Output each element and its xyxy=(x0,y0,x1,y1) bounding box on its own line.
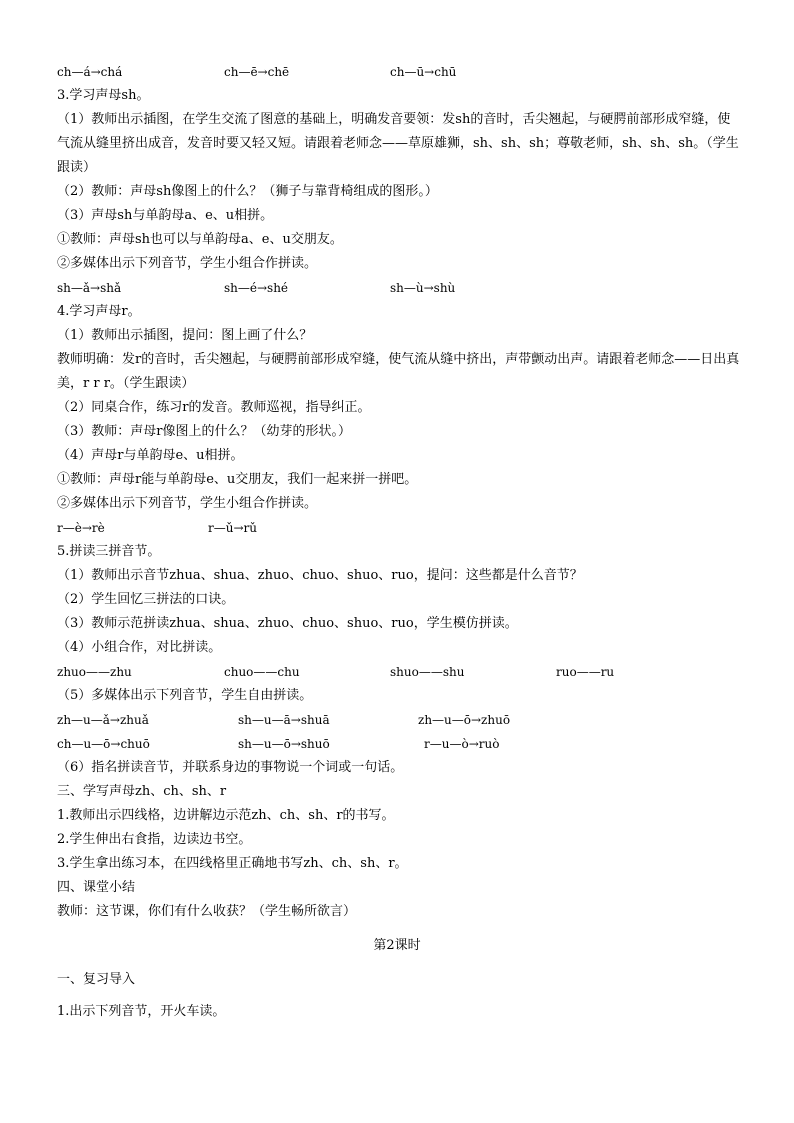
syllable: r—ǔ→rǔ xyxy=(208,521,257,535)
syllable: r—u—ò→ruò xyxy=(424,737,500,751)
syllable: zh—u—ō→zhuō xyxy=(418,713,511,727)
paragraph: ①教师：声母r能与单韵母e、u交朋友，我们一起来拼一拼吧。 xyxy=(57,472,418,487)
paragraph: （4）声母r与单韵母e、u相拼。 xyxy=(57,448,244,463)
paragraph: 3.学生拿出练习本，在四线格里正确地书写zh、ch、sh、r。 xyxy=(57,856,408,871)
syllable: r—è→rè xyxy=(57,521,105,535)
syllable: sh—u—ō→shuō xyxy=(238,737,330,751)
syllable: ch—á→chá xyxy=(57,65,123,79)
paragraph: ①教师：声母sh也可以与单韵母a、e、u交朋友。 xyxy=(57,232,343,247)
paragraph: 1.教师出示四线格，边讲解边示范zh、ch、sh、r的书写。 xyxy=(57,808,395,823)
paragraph: （3）声母sh与单韵母a、e、u相拼。 xyxy=(57,208,274,223)
paragraph: （2）教师：声母sh像图上的什么？（狮子与靠背椅组成的图形。） xyxy=(57,184,438,199)
paragraph: 教师：这节课，你们有什么收获？（学生畅所欲言） xyxy=(57,904,357,919)
paragraph: 2.学生伸出右食指，边读边书空。 xyxy=(57,832,252,847)
paragraph: （1）教师出示音节zhua、shua、zhuo、chuo、shuo、ruo，提问：这些都是什么音节？ xyxy=(57,568,583,583)
syllable: sh—u—ā→shuā xyxy=(238,713,330,727)
paragraph: 1.出示下列音节，开火车读。 xyxy=(57,1004,226,1019)
syllable: ch—u—ō→chuō xyxy=(57,737,150,751)
syllable: sh—ù→shù xyxy=(390,281,456,295)
syllable: ch—ē→chē xyxy=(224,65,290,79)
syllable: zhuo——zhu xyxy=(57,665,132,679)
paragraph: （4）小组合作，对比拼读。 xyxy=(57,640,222,655)
paragraph: ②多媒体出示下列音节，学生小组合作拼读。 xyxy=(57,256,318,271)
paragraph: ②多媒体出示下列音节，学生小组合作拼读。 xyxy=(57,496,318,511)
syllable: ruo——ru xyxy=(556,665,615,679)
paragraph: 教师明确：发r的音时，舌尖翘起，与硬腭前部形成窄缝，使气流从缝中挤出，声带颤动出声。请跟着老师念——日出真美，r r r。（学生跟读） xyxy=(57,352,740,391)
syllable: sh—ǎ→shǎ xyxy=(57,281,122,295)
paragraph: （6）指名拼读音节，并联系身边的事物说一个词或一句话。 xyxy=(57,760,404,775)
syllable: zh—u—ǎ→zhuǎ xyxy=(57,713,149,727)
section-heading: 一、复习导入 xyxy=(57,972,136,987)
lesson-heading: 第2课时 xyxy=(373,938,421,953)
paragraph: （3）教师：声母r像图上的什么？（幼芽的形状。） xyxy=(57,424,351,439)
paragraph: （2）同桌合作，练习r的发音。教师巡视，指导纠正。 xyxy=(57,400,371,415)
syllable: sh—é→shé xyxy=(224,281,289,295)
section-heading: 四、课堂小结 xyxy=(57,880,136,895)
syllable: shuo——shu xyxy=(390,665,465,679)
section-heading: 3.学习声母sh。 xyxy=(57,88,150,103)
paragraph: （2）学生回忆三拼法的口诀。 xyxy=(57,592,235,607)
paragraph: （1）教师出示插图，提问：图上画了什么？ xyxy=(57,328,313,343)
paragraph: （1）教师出示插图，在学生交流了图意的基础上，明确发音要领：发sh的音时，舌尖翘起，与硬腭前部形成窄缝，使气流从缝里挤出成音，发音时要又轻又短。请跟着老师念——草原雄狮，sh、sh、sh；尊敬老师，sh、sh、sh。（学生跟读） xyxy=(57,112,739,175)
section-heading: 5.拼读三拼音节。 xyxy=(57,544,161,559)
syllable: chuo——chu xyxy=(224,665,300,679)
paragraph: （3）教师示范拼读zhua、shua、zhuo、chuo、shuo、ruo，学生模仿拼读。 xyxy=(57,616,518,631)
syllable: ch—ū→chū xyxy=(390,65,457,79)
section-heading: 三、学写声母zh、ch、sh、r xyxy=(57,784,227,799)
paragraph: （5）多媒体出示下列音节，学生自由拼读。 xyxy=(57,688,313,703)
section-heading: 4.学习声母r。 xyxy=(57,304,141,319)
